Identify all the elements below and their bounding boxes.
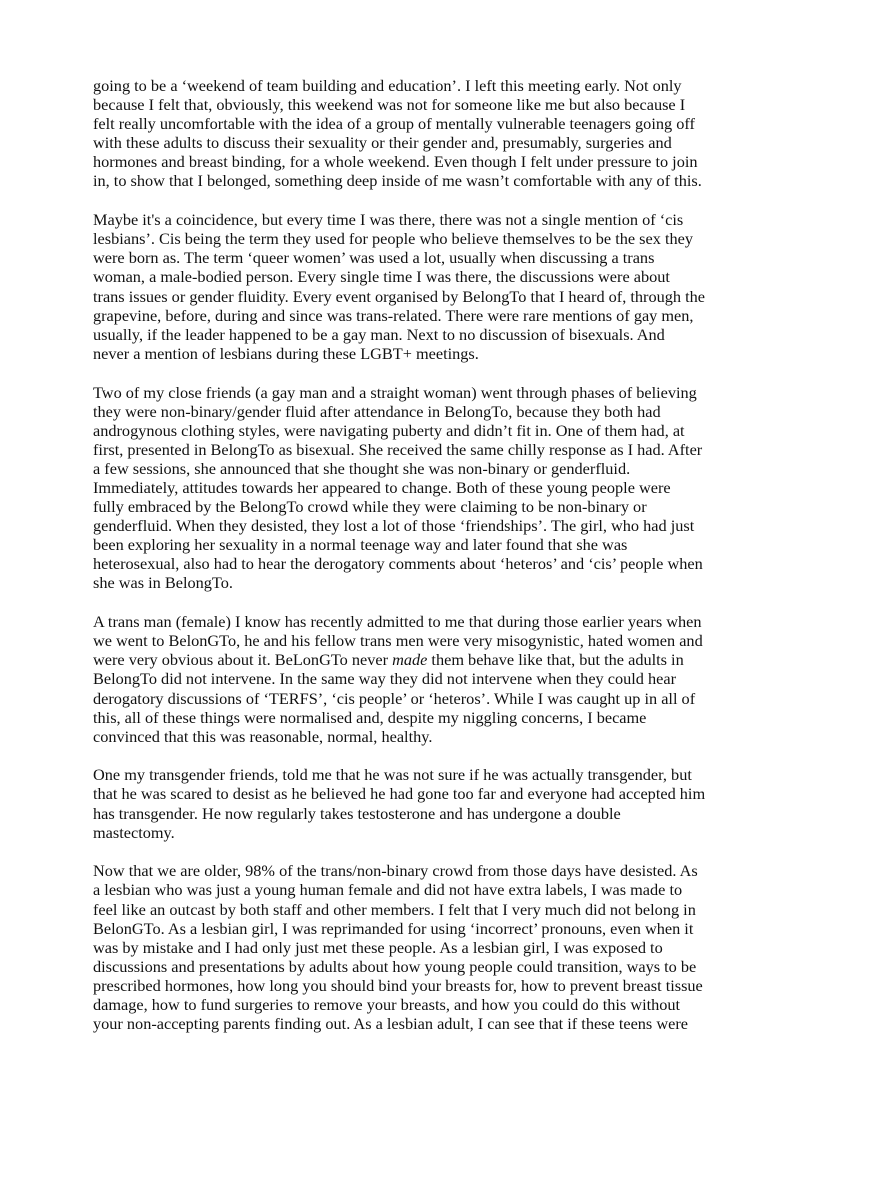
text-line-with-emphasis: [93, 650, 813, 669]
text-line: a lesbian who was just a young human female and did not have extra labels, I was made to: [93, 880, 683, 900]
paragraph-1: [93, 76, 813, 191]
text-line: your non-accepting parents finding out. As a lesbian adult, I can see that if these teens were: [93, 1014, 688, 1034]
text-line: going to be a ‘weekend of team building and education’. I left this meeting early. Not only: [93, 76, 682, 95]
document-page: [93, 76, 813, 1053]
text-line: this, all of these things were normalised and, despite my niggling concerns, I became: [93, 707, 647, 727]
text-line: feel like an outcast by both staff and other members. I felt that I very much did not belong in: [93, 899, 696, 919]
emphasis-word: made: [392, 650, 428, 670]
paragraph-6: [93, 861, 813, 1033]
text-line: has transgender. He now regularly takes testosterone and has undergone a double: [93, 803, 621, 823]
text-line: they were non-binary/gender fluid after attendance in BelongTo, because they both had: [93, 401, 661, 421]
text-line: in, to show that I belonged, something deep inside of me wasn’t comfortable with any of this.: [93, 171, 702, 191]
text-line: discussions and presentations by adults about how young people could transition, ways to be: [93, 956, 697, 976]
text-segment: them behave like that, but the adults in: [427, 650, 684, 670]
text-line: mastectomy.: [93, 822, 175, 842]
text-line: prescribed hormones, how long you should bind your breasts for, how to prevent breast tissue: [93, 975, 703, 995]
text-line: were born as. The term ‘queer women’ was used a lot, usually when discussing a trans: [93, 248, 655, 268]
text-line: Immediately, attitudes towards her appeared to change. Both of these young people were: [93, 477, 671, 497]
text-line: convinced that this was reasonable, normal, healthy.: [93, 726, 433, 746]
text-line: Now that we are older, 98% of the trans/non-binary crowd from those days have desisted. As: [93, 861, 698, 881]
text-line: lesbians’. Cis being the term they used for people who believe themselves to be the sex they: [93, 229, 693, 249]
text-line: woman, a male-bodied person. Every single time I was there, the discussions were about: [93, 267, 670, 287]
text-line: that he was scared to desist as he believed he had gone too far and everyone had accepted him: [93, 784, 706, 804]
text-line: grapevine, before, during and since was trans-related. There were rare mentions of gay men,: [93, 305, 694, 325]
text-line: fully embraced by the BelongTo crowd while they were claiming to be non-binary or: [93, 497, 647, 517]
text-line: been exploring her sexuality in a normal teenage way and later found that she was: [93, 535, 628, 555]
text-line: because I felt that, obviously, this weekend was not for someone like me but also because I: [93, 95, 686, 115]
paragraph-5: [93, 765, 813, 841]
text-line: hormones and breast binding, for a whole weekend. Even though I felt under pressure to join: [93, 152, 698, 172]
text-line: was by mistake and I had only just met these people. As a lesbian girl, I was exposed to: [93, 937, 663, 957]
text-line: heterosexual, also had to hear the derogatory comments about ‘heteros’ and ‘cis’ people when: [93, 554, 703, 574]
text-line: A trans man (female) I know has recently admitted to me that during those earlier years when: [93, 612, 702, 632]
text-line: Two of my close friends (a gay man and a straight woman) went through phases of believing: [93, 382, 697, 402]
text-line: never a mention of lesbians during these LGBT+ meetings.: [93, 343, 479, 363]
text-line: a few sessions, she announced that she thought she was non-binary or genderfluid.: [93, 458, 631, 478]
text-line: BelonGTo. As a lesbian girl, I was reprimanded for using ‘incorrect’ pronouns, even when it: [93, 918, 694, 938]
paragraph-3: [93, 383, 813, 593]
text-line: felt really uncomfortable with the idea of a group of mentally vulnerable teenagers going off: [93, 114, 695, 134]
paragraph-2: [93, 210, 813, 363]
text-line: we went to BelonGTo, he and his fellow trans men were very misogynistic, hated women and: [93, 631, 703, 651]
text-line: with these adults to discuss their sexuality or their gender and, presumably, surgeries and: [93, 133, 672, 153]
paragraph-4: [93, 612, 813, 746]
text-line: Maybe it's a coincidence, but every time I was there, there was not a single mention of ‘cis: [93, 210, 684, 230]
text-line: derogatory discussions of ‘TERFS’, ‘cis people’ or ‘heteros’. While I was caught up in all of: [93, 688, 696, 708]
text-line: damage, how to fund surgeries to remove your breasts, and how you could do this without: [93, 995, 681, 1014]
text-line: usually, if the leader happened to be a gay man. Next to no discussion of bisexuals. And: [93, 324, 665, 344]
text-line: BelongTo did not intervene. In the same way they did not intervene when they could hear: [93, 669, 677, 689]
text-line: first, presented in BelongTo as bisexual. She received the same chilly response as I had. After: [93, 439, 703, 459]
text-line: androgynous clothing styles, were navigating puberty and didn’t fit in. One of them had, at: [93, 420, 685, 440]
text-line: genderfluid. When they desisted, they lost a lot of those ‘friendships’. The girl, who had just: [93, 516, 695, 536]
text-line: she was in BelongTo.: [93, 573, 233, 593]
text-line: trans issues or gender fluidity. Every event organised by BelongTo that I heard of, through the: [93, 286, 705, 306]
text-line: One my transgender friends, told me that he was not sure if he was actually transgender, but: [93, 765, 692, 785]
text-segment: were very obvious about it. BeLonGTo never: [93, 650, 393, 670]
